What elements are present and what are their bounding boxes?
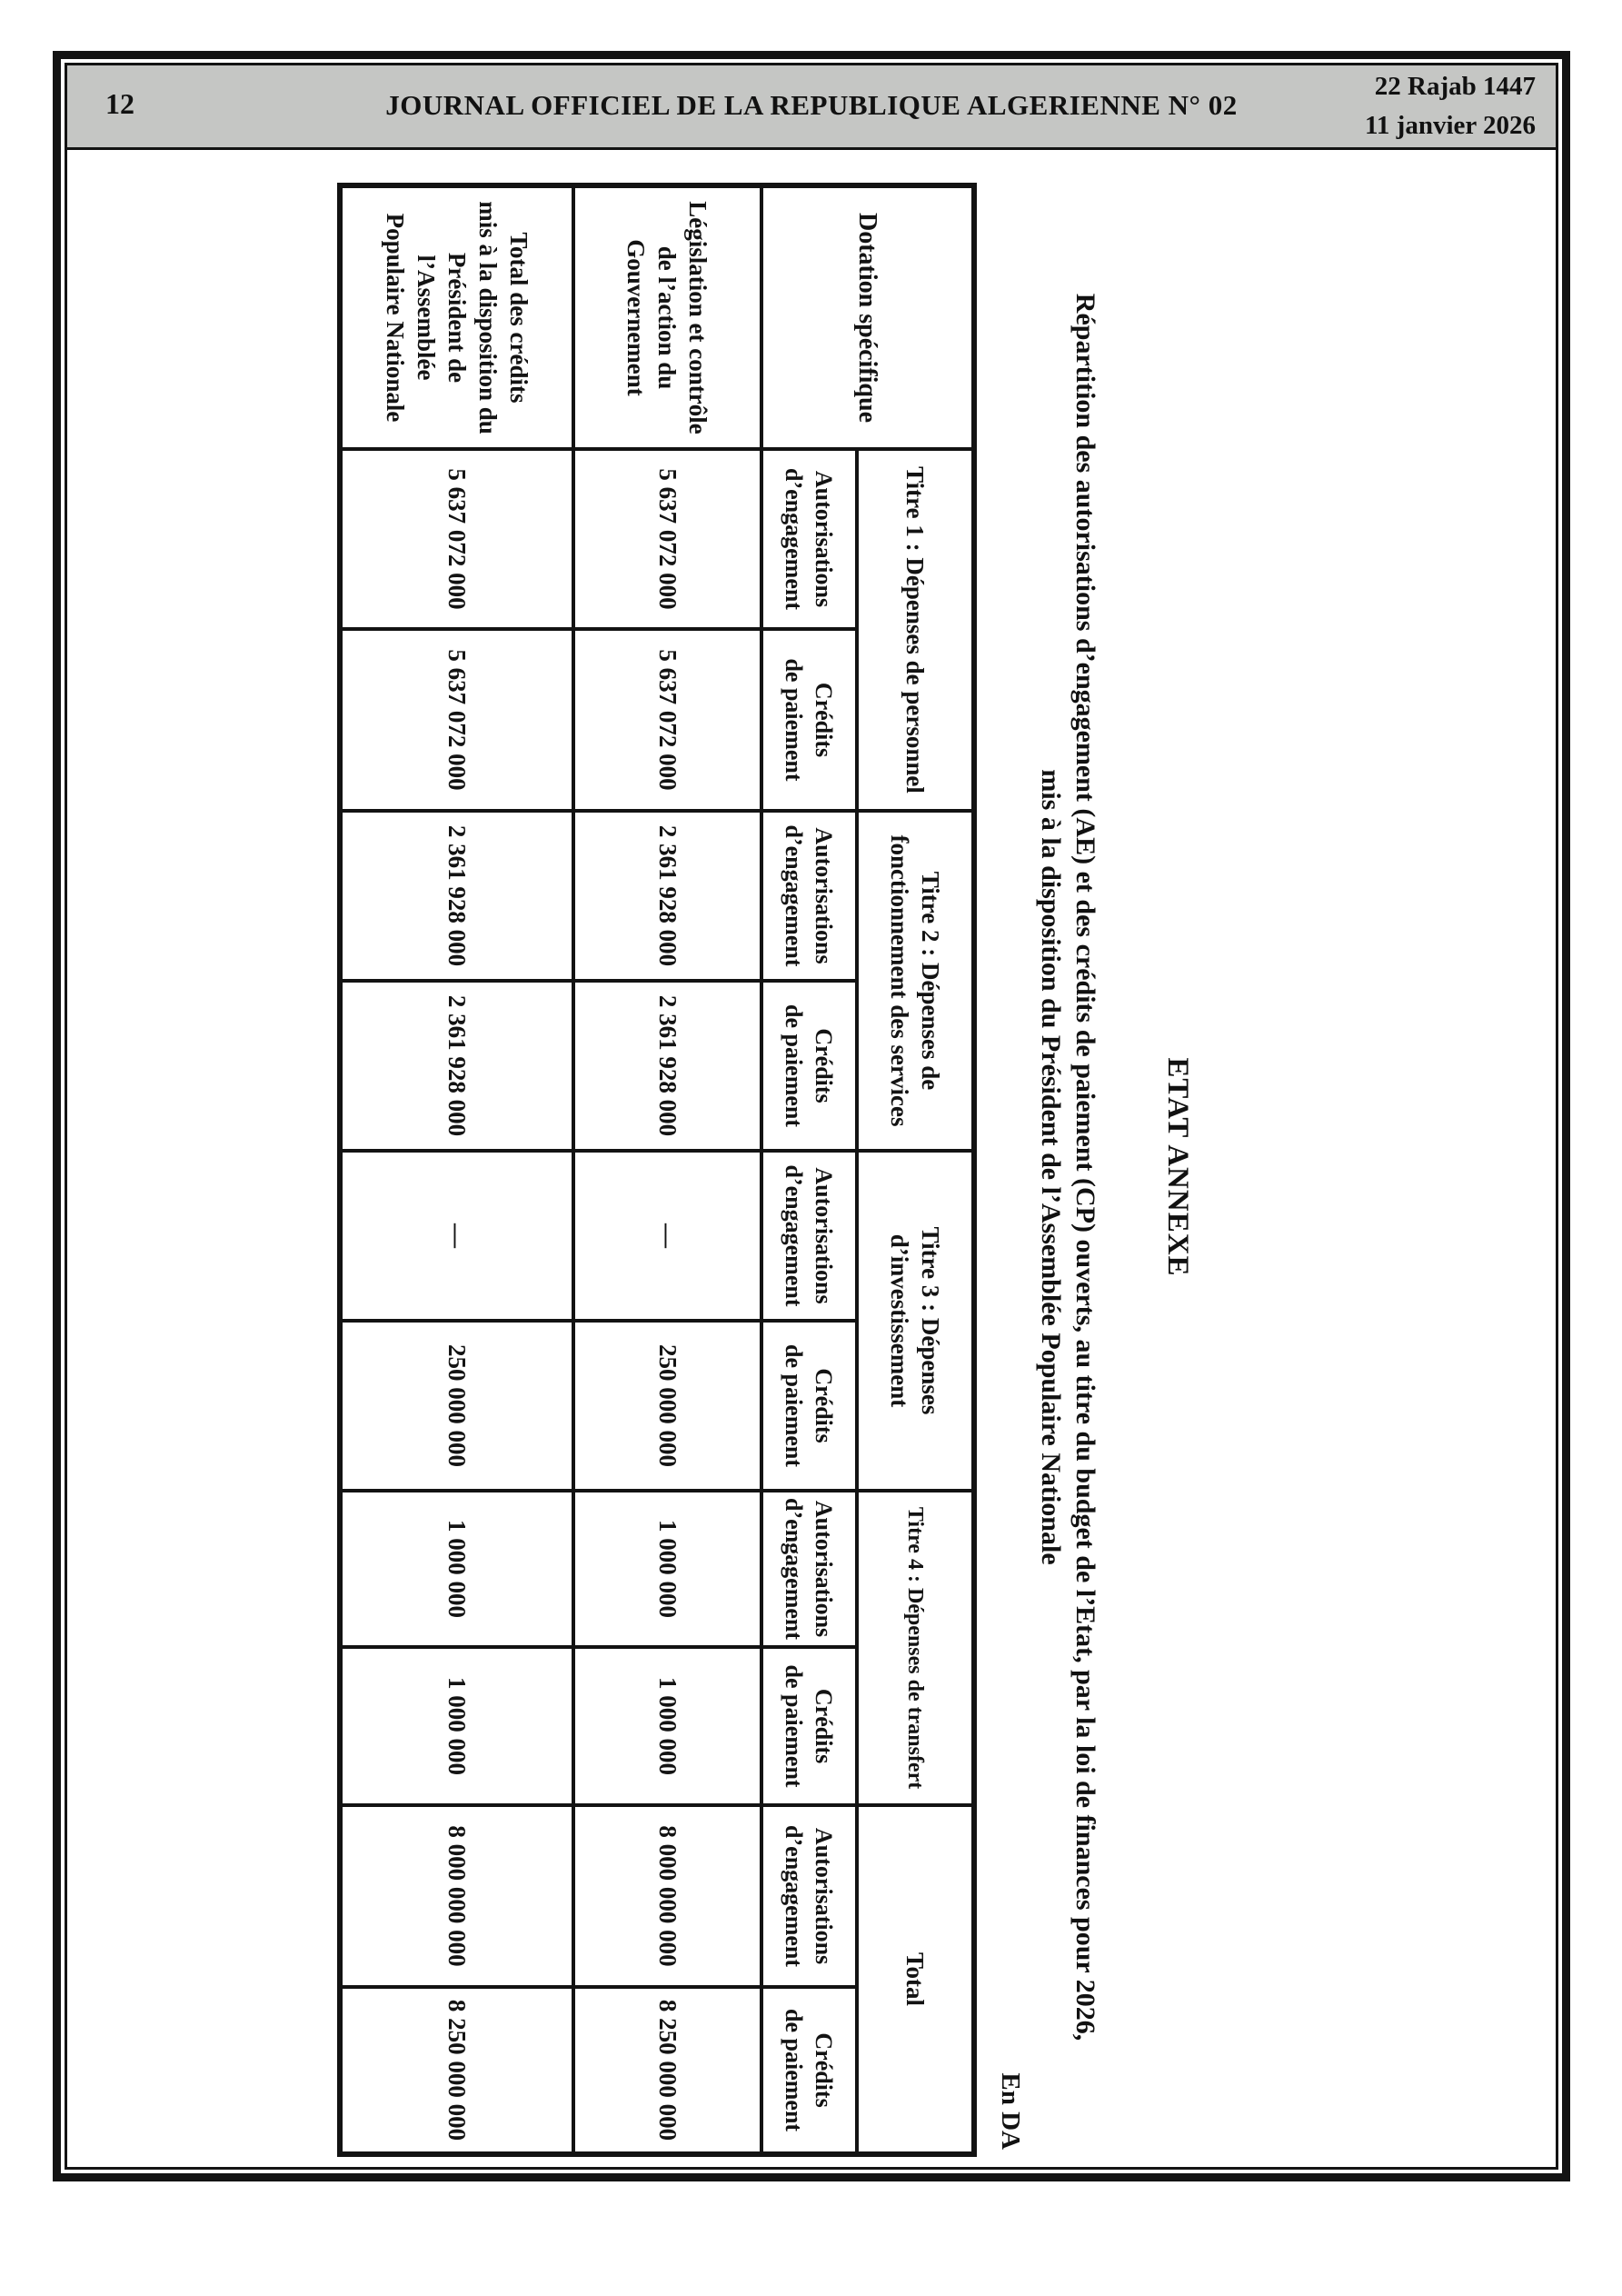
subheader-cp-titre1-line2: de paiement (781, 658, 808, 782)
row-label-total-credits-line3: Président de l’Assemblée (413, 252, 471, 384)
group-header-titre-2-line2: fonctionnement des services (886, 834, 913, 1127)
group-header-titre-3-line2: d’investissement (886, 1233, 913, 1408)
subheader-ae-total-line1: Autorisations (811, 1827, 838, 1965)
row-label-legislation (573, 185, 761, 449)
subheader-ae-titre4 (761, 1491, 857, 1647)
value-cell: 5 637 072 000 (573, 629, 761, 811)
date-hijri: 22 Rajab 1447 (1374, 72, 1536, 101)
row-label-total-credits-line2: mis à la disposition du (474, 201, 502, 434)
value-cell: 8 250 000 000 (573, 1987, 761, 2154)
group-header-titre-2 (857, 811, 974, 1151)
subheader-cp-titre1-line1: Crédits (811, 682, 838, 758)
subheader-cp-titre3-line2: de paiement (781, 1344, 808, 1468)
group-header-titre-3 (857, 1151, 974, 1491)
row-label-legislation-line1: Législation et contrôle (684, 201, 712, 434)
subheader-cp-total-line1: Crédits (811, 2032, 838, 2108)
row-label-total-credits-line4: Populaire Nationale (382, 213, 409, 423)
value-cell: 8 000 000 000 (573, 1805, 761, 1987)
subheader-cp-titre2-line2: de paiement (781, 1003, 808, 1128)
group-header-titre-4 (857, 1491, 974, 1805)
subheader-cp-titre1 (761, 629, 857, 811)
group-header-titre-2-line1: Titre 2 : Dépenses de (917, 871, 944, 1091)
table-row-total-credits (340, 185, 573, 2154)
group-header-titre-3-line1: Titre 3 : Dépenses (917, 1226, 944, 1415)
subheader-ae-titre1 (761, 449, 857, 629)
value-cell: 1 000 000 (340, 1491, 573, 1647)
subheader-cp-titre2 (761, 981, 857, 1151)
subheader-ae-titre4-line2: d’engagement (781, 1498, 808, 1641)
subheader-ae-titre3 (761, 1151, 857, 1321)
value-cell: 8 000 000 000 (340, 1805, 573, 1987)
subheader-cp-titre4 (761, 1647, 857, 1805)
value-cell: 1 000 000 (340, 1647, 573, 1805)
subheader-ae-titre2-line2: d’engagement (781, 824, 808, 967)
row-label-legislation-line3: Gouvernement (622, 239, 651, 396)
value-cell: 1 000 000 (573, 1491, 761, 1647)
dotation-header: Dotation spécifique (761, 185, 974, 449)
subheader-ae-total-line2: d’engagement (781, 1825, 808, 1968)
budget-table (337, 183, 977, 2157)
row-label-total-credits-line1: Total des crédits (505, 232, 532, 404)
journal-title: JOURNAL OFFICIEL DE LA REPUBLIQUE ALGERIENNE N° 02 (385, 89, 1238, 121)
page-content (67, 150, 1556, 2167)
value-cell: 2 361 928 000 (340, 981, 573, 1151)
subheader-cp-titre3-line1: Crédits (811, 1368, 838, 1443)
value-cell: 1 000 000 (573, 1647, 761, 1805)
header-bar (67, 65, 1556, 150)
subheader-cp-titre4-line2: de paiement (781, 1664, 808, 1788)
currency-note: En DA (996, 2072, 1025, 2150)
group-header-total (857, 1805, 974, 2154)
subheader-ae-titre2 (761, 811, 857, 981)
subheader-cp-total-line2: de paiement (781, 2009, 808, 2132)
subheader-cp-titre2-line1: Crédits (811, 1028, 838, 1103)
subheader-ae-titre1-line2: d’engagement (781, 468, 808, 610)
value-cell: 5 637 072 000 (340, 629, 573, 811)
page-frame-outer (53, 51, 1570, 2181)
value-cell: 2 361 928 000 (340, 811, 573, 981)
subheader-cp-titre4-line1: Crédits (811, 1688, 838, 1764)
table-row-legislation (573, 185, 761, 2154)
rotated-annex-block (276, 183, 1194, 2151)
value-cell: 8 250 000 000 (340, 1987, 573, 2154)
dash-cell: — (340, 1151, 573, 1321)
subheader-ae-titre4-line1: Autorisations (811, 1500, 838, 1638)
subheader-cp-titre3 (761, 1321, 857, 1491)
dash-cell: — (573, 1151, 761, 1321)
subheader-ae-titre2-line1: Autorisations (811, 827, 838, 964)
annex-heading: ETAT ANNEXE (1161, 1057, 1194, 1277)
group-header-titre-4-line: Titre 4 : Dépenses de transfert (903, 1506, 927, 1790)
group-header-titre-1 (857, 449, 974, 811)
value-cell: 2 361 928 000 (573, 981, 761, 1151)
annex-title-line1: Répartition des autorisations d’engagement (AE) et des crédits de paiement (CP) ouverts, au titre du budget de l’Etat, par la loi de finances pour 2026, (1070, 293, 1100, 2041)
value-cell: 2 361 928 000 (573, 811, 761, 981)
subheader-ae-titre1-line1: Autorisations (811, 470, 838, 608)
value-cell: 5 637 072 000 (573, 449, 761, 629)
subheader-ae-titre3-line1: Autorisations (811, 1167, 838, 1304)
subheader-cp-total (761, 1987, 857, 2154)
subheader-ae-total (761, 1805, 857, 1987)
row-label-legislation-line2: de l’action du (653, 245, 682, 390)
annex-title-line2: mis à la disposition du Président de l’Assemblée Populaire Nationale (1036, 769, 1066, 1565)
issue-dates (1365, 67, 1536, 145)
value-cell: 250 000 000 (340, 1321, 573, 1491)
group-header-total-line: Total (901, 1952, 929, 2007)
value-cell: 250 000 000 (573, 1321, 761, 1491)
row-label-total-credits (340, 185, 573, 449)
value-cell: 5 637 072 000 (340, 449, 573, 629)
page-frame-inner (65, 63, 1558, 2170)
page-number: 12 (105, 87, 134, 120)
date-gregorian: 11 janvier 2026 (1365, 111, 1536, 140)
group-header-titre-1-line: Titre 1 : Dépenses de personnel (901, 466, 929, 794)
subheader-ae-titre3-line2: d’engagement (781, 1164, 808, 1307)
